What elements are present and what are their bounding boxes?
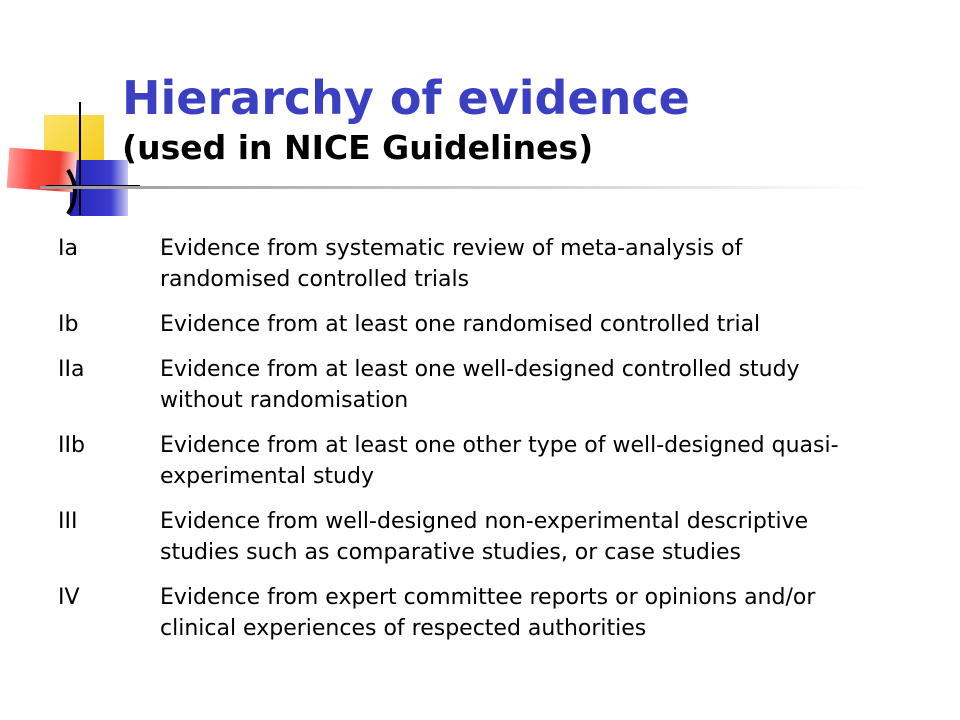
- evidence-row-iib: [58, 430, 918, 492]
- evidence-row-ib: [58, 309, 918, 340]
- evidence-description: [160, 582, 918, 644]
- evidence-level-label: III: [58, 509, 78, 534]
- evidence-description-line: clinical experiences of respected authorities: [160, 616, 647, 641]
- evidence-description: [160, 354, 918, 416]
- evidence-row-iv: [58, 582, 918, 644]
- evidence-description-line: Evidence from expert committee reports or opinions and/or: [160, 585, 816, 610]
- evidence-row-ia: [58, 233, 918, 295]
- evidence-description-line: Evidence from well-designed non-experimental descriptive: [160, 509, 809, 534]
- evidence-level-label: IIb: [58, 433, 85, 458]
- evidence-description-line: studies such as comparative studies, or case studies: [160, 540, 741, 565]
- evidence-level-label: IV: [58, 585, 80, 610]
- evidence-description-line: experimental study: [160, 464, 374, 489]
- evidence-description: [160, 233, 918, 295]
- title-block: [122, 70, 922, 170]
- evidence-row-iia: [58, 354, 918, 416]
- evidence-level-label: Ia: [58, 236, 78, 261]
- evidence-list: [58, 233, 918, 658]
- evidence-description: [160, 309, 918, 340]
- evidence-level-label: IIa: [58, 357, 85, 382]
- evidence-description-line: Evidence from at least one other type of well-designed quasi-: [160, 433, 839, 458]
- slide-subtitle: (used in NICE Guidelines): [122, 128, 594, 167]
- evidence-description-line: without randomisation: [160, 388, 409, 413]
- evidence-description-line: Evidence from systematic review of meta-analysis of: [160, 236, 743, 261]
- evidence-description-line: Evidence from at least one well-designed controlled study: [160, 357, 800, 382]
- corner-ornament-icon: [0, 0, 140, 230]
- evidence-description: [160, 430, 918, 492]
- slide-title: Hierarchy of evidence: [122, 71, 690, 125]
- evidence-description-line: randomised controlled trials: [160, 267, 470, 292]
- evidence-description: [160, 506, 918, 568]
- title-divider: [40, 186, 870, 189]
- evidence-row-iii: [58, 506, 918, 568]
- evidence-description-line: Evidence from at least one randomised controlled trial: [160, 312, 761, 337]
- evidence-level-label: Ib: [58, 312, 79, 337]
